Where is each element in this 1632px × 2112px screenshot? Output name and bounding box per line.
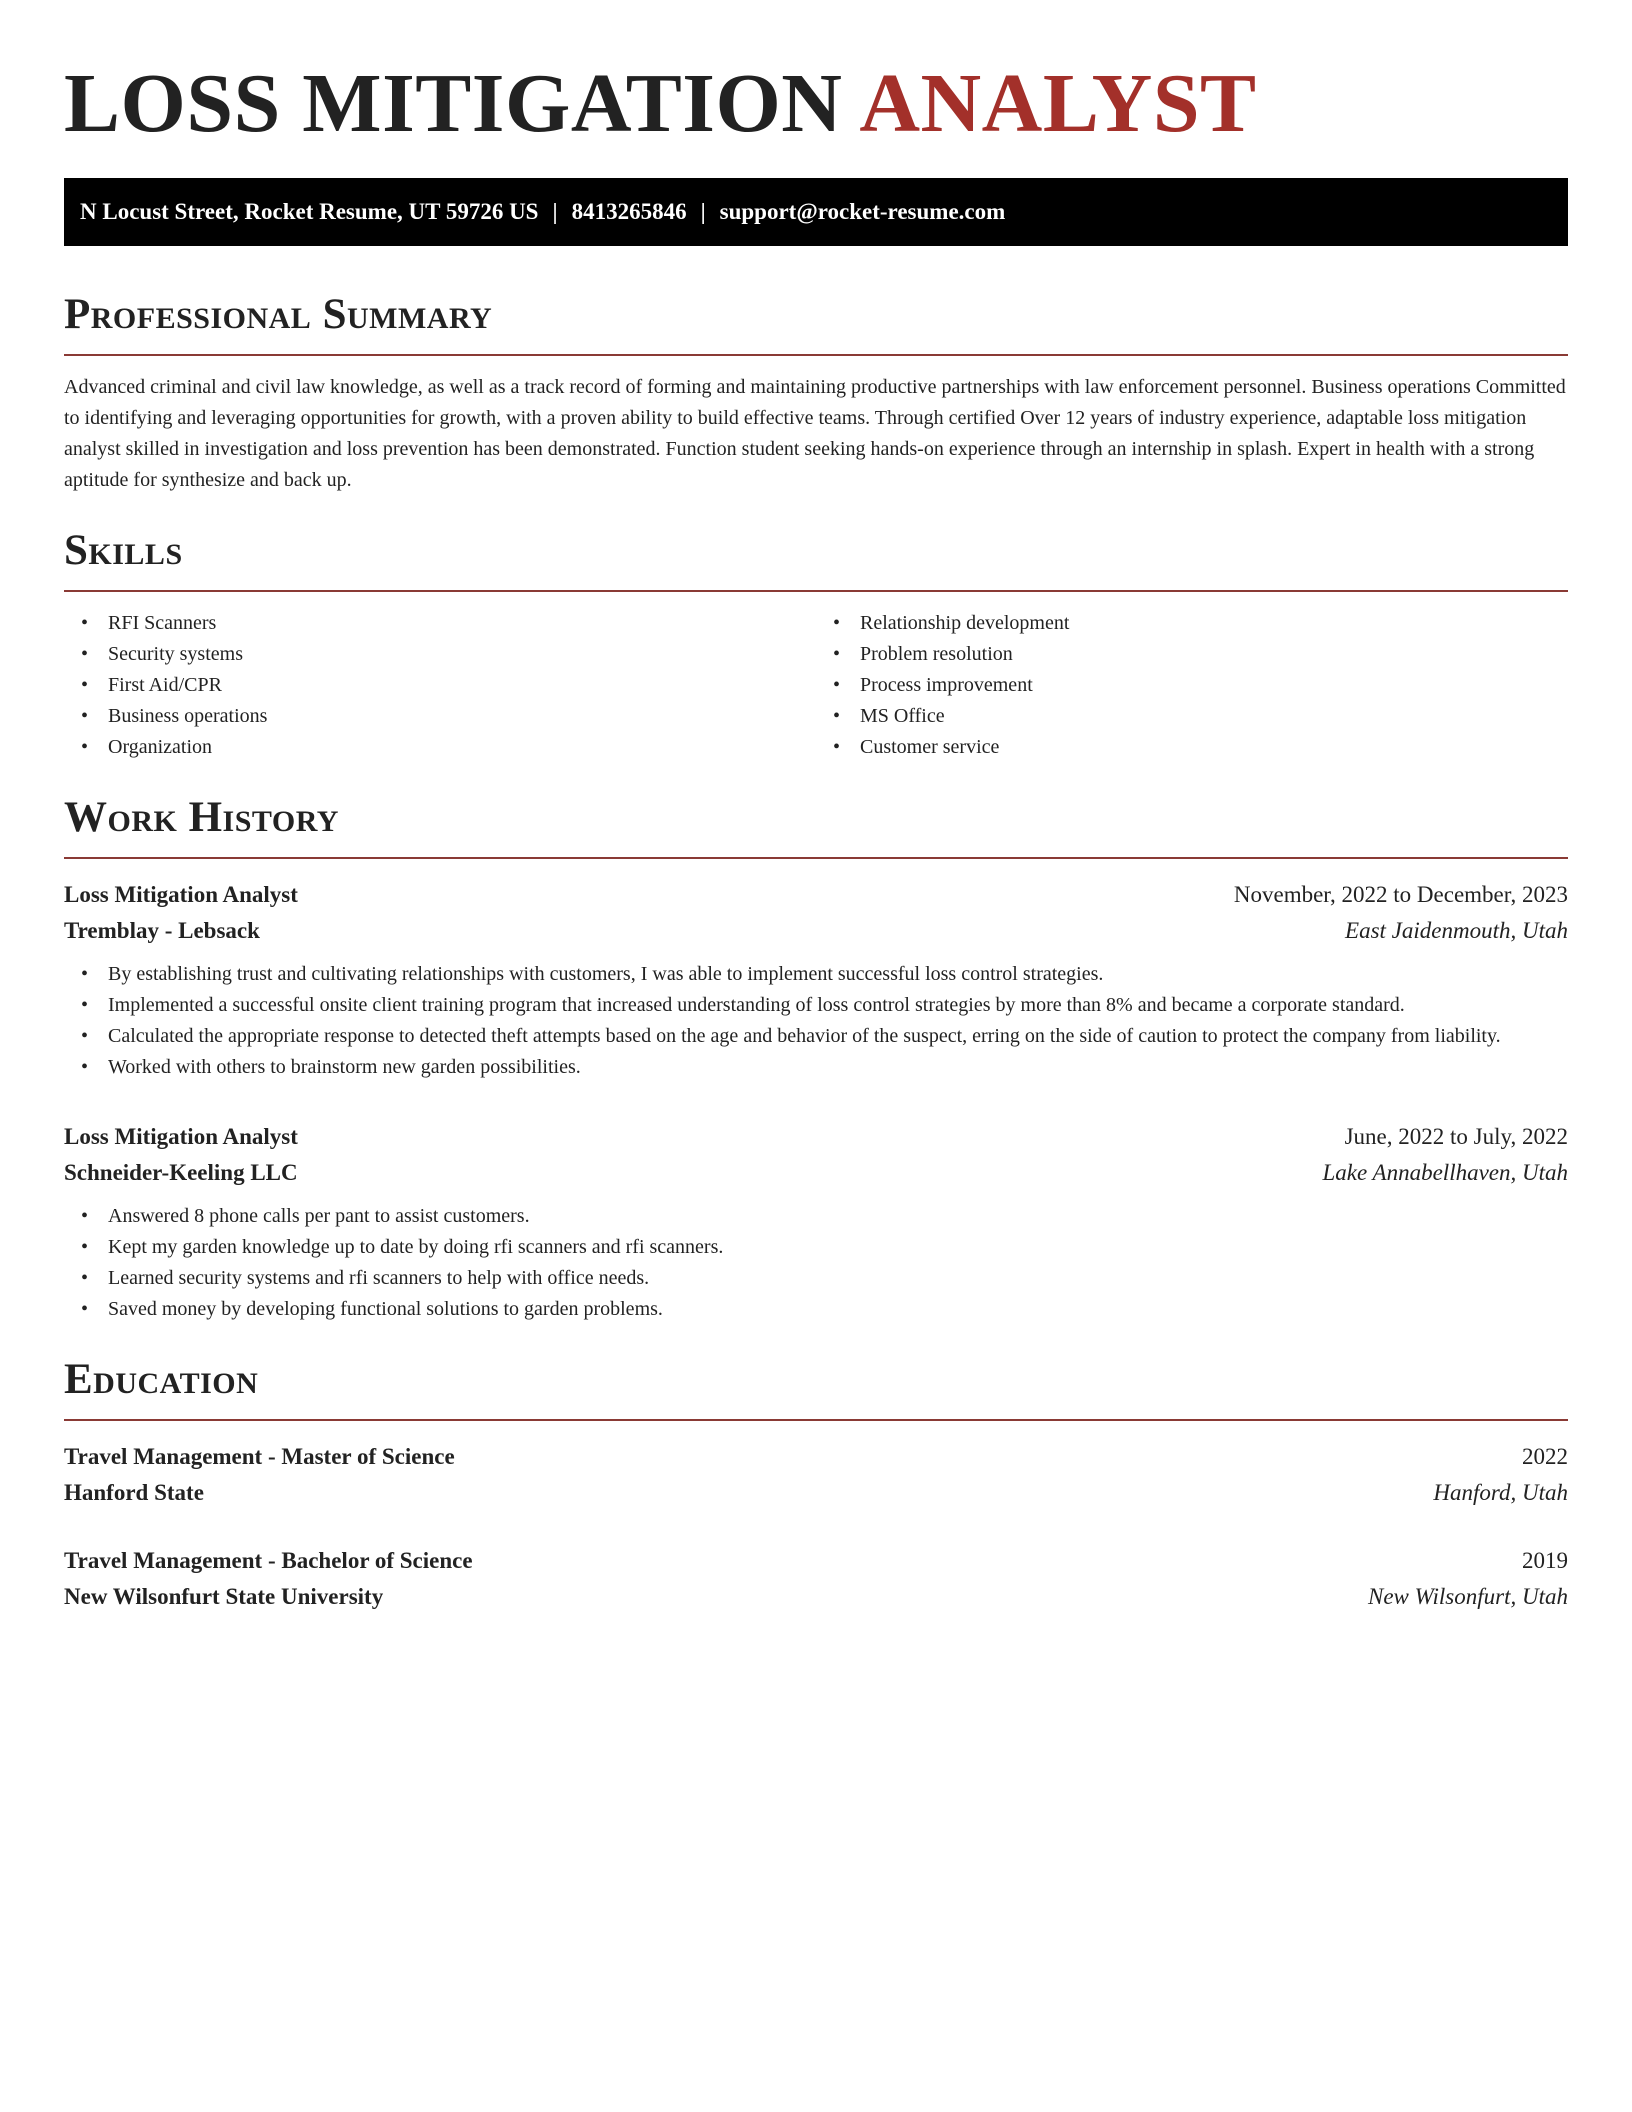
bullet-dot: •: [81, 643, 89, 665]
education-location: Hanford, Utah: [1433, 1480, 1568, 1505]
job-entry: [64, 877, 1568, 1083]
skill-label: Business operations: [108, 705, 268, 727]
job-company: Schneider-Keeling LLC: [64, 1160, 298, 1185]
education-degree: Travel Management - Bachelor of Science: [64, 1548, 473, 1573]
skill-item: [816, 608, 1568, 639]
job-bullet-text: Implemented a successful onsite client training program that increased understanding of loss control strategies by more than 8% and became a corporate standard.: [108, 994, 1405, 1016]
job-bullet: [64, 1052, 1568, 1083]
skill-item: [64, 670, 816, 701]
skill-label: Relationship development: [860, 612, 1070, 634]
skill-label: MS Office: [860, 705, 945, 727]
education-degree: Travel Management - Master of Science: [64, 1444, 455, 1469]
skill-label: Security systems: [108, 643, 243, 665]
work-history-heading: Work History: [64, 794, 339, 841]
name-last: ANALYST: [859, 57, 1257, 150]
education-year: 2022: [1522, 1444, 1568, 1469]
bullet-dot: •: [81, 612, 89, 634]
bullet-dot: •: [81, 1205, 89, 1227]
education-school: Hanford State: [64, 1480, 204, 1505]
job-bullet: [64, 959, 1568, 990]
skill-label: First Aid/CPR: [108, 674, 222, 696]
bullet-dot: •: [81, 705, 89, 727]
job-bullets: [64, 959, 1568, 1083]
contact-address: N Locust Street, Rocket Resume, UT 59726 US: [80, 199, 539, 224]
education-section: [64, 1355, 1568, 1615]
job-header-row: [64, 1119, 1568, 1155]
skill-label: Problem resolution: [860, 643, 1013, 665]
bullet-dot: •: [833, 705, 841, 727]
job-bullet-text: Calculated the appropriate response to detected theft attempts based on the age and behavior of the suspect, erring on the side of caution to protect the company from liability.: [108, 1025, 1501, 1047]
summary-text: Advanced criminal and civil law knowledge, as well as a track record of forming and maintaining productive partnerships with law enforcement personnel. Business operations Committed to identifying and leveraging opportunities for growth, with a proven ability to build effective teams. Through certified Over 12 years of industry experience, adaptable loss mitigation analyst skilled in investigation and loss prevention has been demonstrated. Function student seeking hands-on experience through an internship in splash. Expert in health with a strong aptitude for synthesize and back up.: [64, 376, 1566, 491]
job-bullet: [64, 1232, 1568, 1263]
education-degree-row: [64, 1439, 1568, 1475]
skill-item: [816, 732, 1568, 763]
bullet-dot: •: [81, 736, 89, 758]
skill-item: [816, 639, 1568, 670]
bullet-dot: •: [81, 1298, 89, 1320]
education-year: 2019: [1522, 1548, 1568, 1573]
skill-label: Customer service: [860, 736, 1000, 758]
job-bullet: [64, 1201, 1568, 1232]
section-divider: [64, 1419, 1568, 1421]
education-school-row: [64, 1475, 1568, 1511]
resume-name: [64, 0, 1568, 152]
contact-phone: 8413265846: [571, 199, 687, 224]
job-title: Loss Mitigation Analyst: [64, 882, 298, 907]
job-bullet: [64, 1021, 1568, 1052]
education-degree-row: [64, 1543, 1568, 1579]
education-location: New Wilsonfurt, Utah: [1368, 1584, 1568, 1609]
skill-item: [64, 701, 816, 732]
job-bullet: [64, 1263, 1568, 1294]
skill-item: [816, 701, 1568, 732]
skill-item: [64, 608, 816, 639]
summary-section: [64, 290, 1568, 496]
name-first: LOSS MITIGATION: [64, 57, 843, 150]
job-bullets: [64, 1201, 1568, 1325]
skill-label: RFI Scanners: [108, 612, 217, 634]
summary-heading: Professional Summary: [64, 291, 493, 338]
job-header-row: [64, 877, 1568, 913]
bullet-dot: •: [81, 1267, 89, 1289]
bullet-dot: •: [81, 1025, 89, 1047]
education-school: New Wilsonfurt State University: [64, 1584, 384, 1609]
section-divider: [64, 857, 1568, 859]
contact-bar: [64, 178, 1568, 246]
skill-item: [64, 732, 816, 763]
bullet-dot: •: [833, 643, 841, 665]
skills-grid: [64, 608, 1568, 763]
job-bullet-text: Answered 8 phone calls per pant to assist customers.: [108, 1205, 530, 1227]
work-history-section: [64, 793, 1568, 1325]
job-title: Loss Mitigation Analyst: [64, 1124, 298, 1149]
bullet-dot: •: [81, 994, 89, 1016]
bullet-dot: •: [81, 963, 89, 985]
skill-item: [64, 639, 816, 670]
bullet-dot: •: [833, 612, 841, 634]
skill-label: Organization: [108, 736, 213, 758]
job-bullet: [64, 990, 1568, 1021]
skill-label: Process improvement: [860, 674, 1033, 696]
contact-separator: |: [700, 199, 706, 224]
skills-column-right: [816, 608, 1568, 763]
section-divider: [64, 590, 1568, 592]
contact-separator: |: [552, 199, 558, 224]
job-company-row: [64, 1155, 1568, 1191]
job-bullet-text: Saved money by developing functional solutions to garden problems.: [108, 1298, 663, 1320]
job-bullet-text: Worked with others to brainstorm new garden possibilities.: [108, 1056, 581, 1078]
job-bullet: [64, 1294, 1568, 1325]
skills-column-left: [64, 608, 816, 763]
job-company: Tremblay - Lebsack: [64, 918, 260, 943]
skills-section: [64, 526, 1568, 763]
bullet-dot: •: [81, 1236, 89, 1258]
job-entry: [64, 1119, 1568, 1325]
education-entry: [64, 1439, 1568, 1511]
contact-email: support@rocket-resume.com: [719, 199, 1006, 224]
skill-item: [816, 670, 1568, 701]
job-bullet-text: Learned security systems and rfi scanners to help with office needs.: [108, 1267, 650, 1289]
bullet-dot: •: [833, 736, 841, 758]
section-divider: [64, 354, 1568, 356]
bullet-dot: •: [81, 1056, 89, 1078]
education-heading: Education: [64, 1356, 259, 1403]
education-school-row: [64, 1579, 1568, 1615]
job-company-row: [64, 913, 1568, 949]
skills-heading: Skills: [64, 527, 183, 574]
job-dates: November, 2022 to December, 2023: [1233, 882, 1568, 907]
job-location: East Jaidenmouth, Utah: [1345, 918, 1568, 943]
job-location: Lake Annabellhaven, Utah: [1322, 1160, 1568, 1185]
job-bullet-text: Kept my garden knowledge up to date by doing rfi scanners and rfi scanners.: [108, 1236, 724, 1258]
bullet-dot: •: [833, 674, 841, 696]
education-entry: [64, 1543, 1568, 1615]
job-dates: June, 2022 to July, 2022: [1344, 1124, 1568, 1149]
job-bullet-text: By establishing trust and cultivating relationships with customers, I was able to implement successful loss control strategies.: [108, 963, 1104, 985]
bullet-dot: •: [81, 674, 89, 696]
